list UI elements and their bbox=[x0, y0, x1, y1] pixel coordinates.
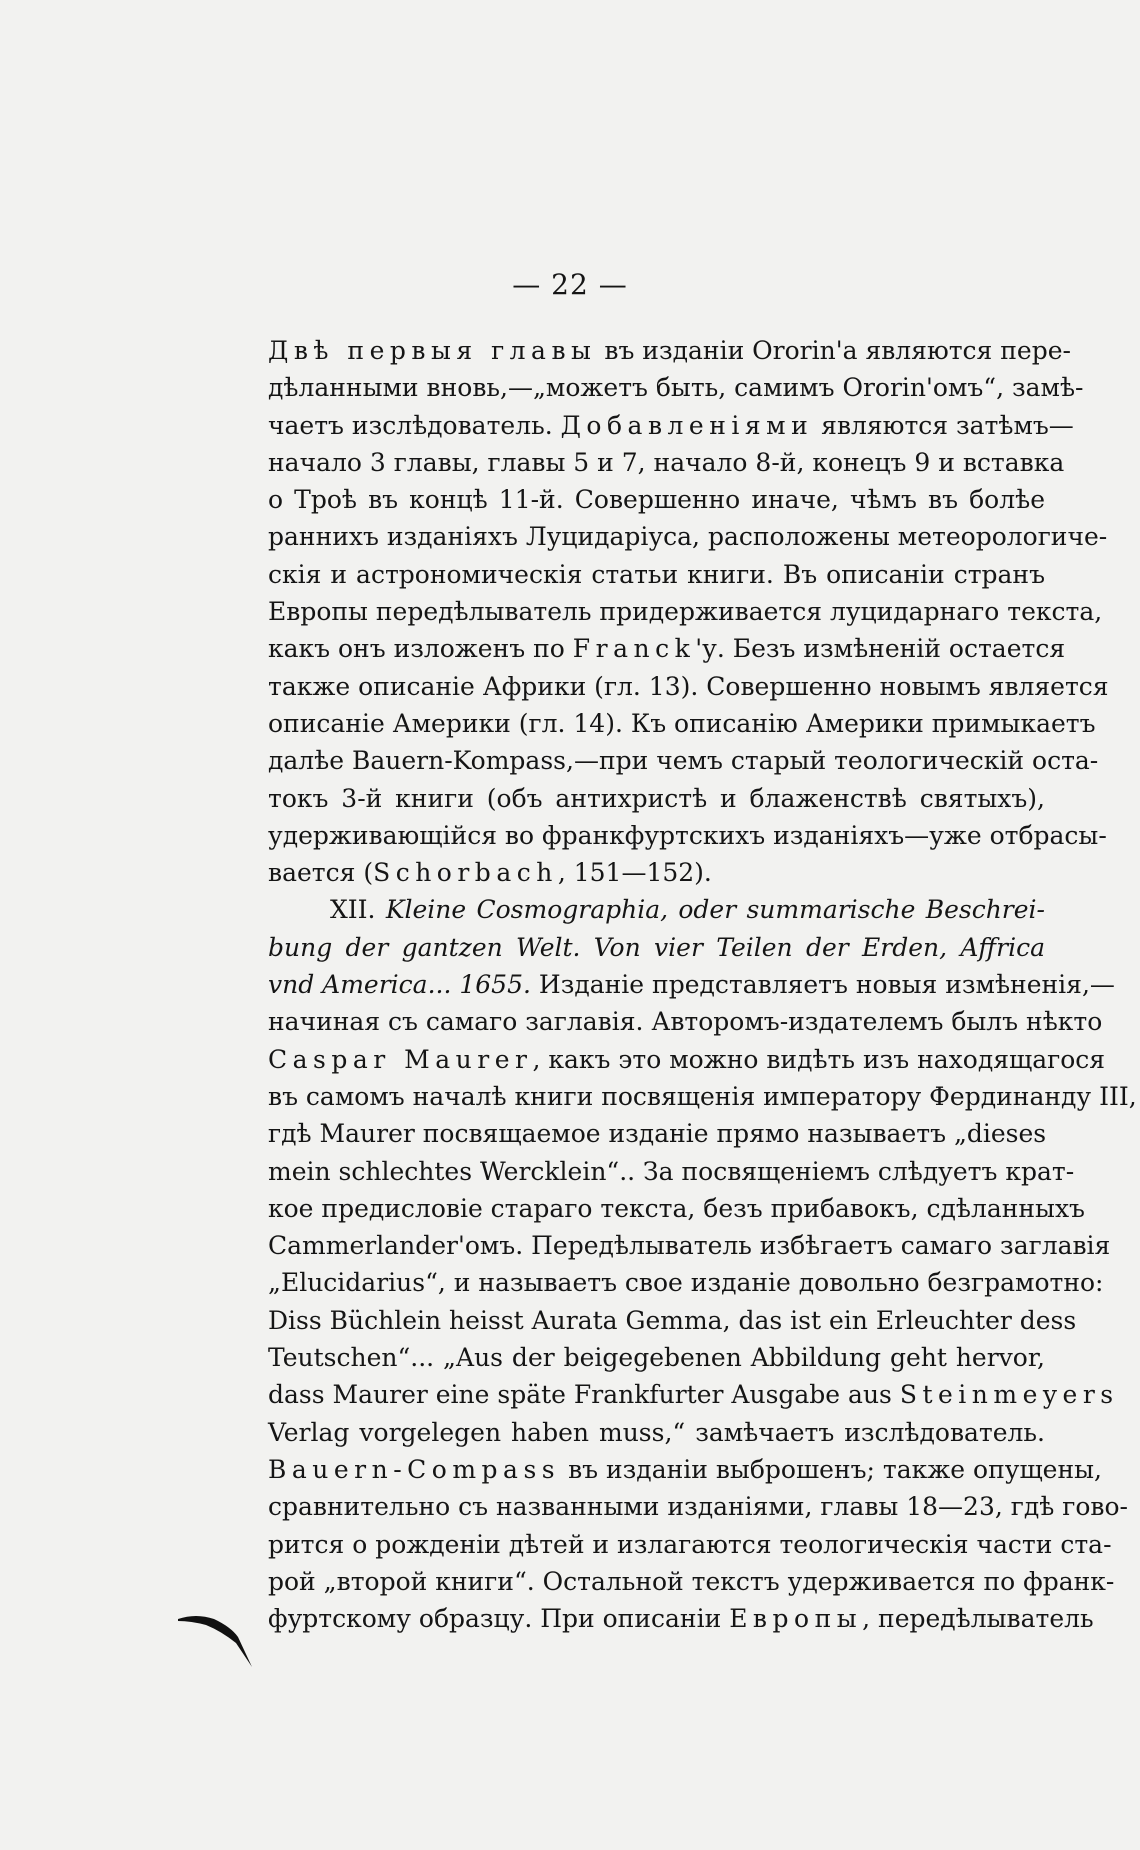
text-segment: Cammerlander'омъ. Передѣлыватель избѣгаетъ самаго заглавія bbox=[268, 1231, 1111, 1261]
text-segment: Изданіе представляетъ новыя измѣненія,— bbox=[530, 970, 1115, 1000]
text-segment: въ изданіи выброшенъ; также опущены, bbox=[560, 1454, 1102, 1484]
text-segment: , какъ это можно видѣть изъ находящагося bbox=[532, 1044, 1106, 1074]
text-segment: mein schlechtes Wercklein“.. За посвященіемъ слѣдуетъ крат- bbox=[268, 1156, 1075, 1186]
text-segment: начиная съ самаго заглавія. Авторомъ-издателемъ былъ нѣкто bbox=[268, 1007, 1103, 1037]
text-segment: Diss Büchlein heisst Aurata Gemma, das ist ein Erleuchter dess bbox=[268, 1305, 1077, 1335]
spaced-text: Franck bbox=[572, 634, 696, 664]
text-segment: рой „второй книги“. Остальной текстъ удерживается по франк- bbox=[268, 1566, 1115, 1596]
text-segment: въ изданіи Ororin'а являются пере- bbox=[596, 336, 1071, 365]
text-segment: „Elucidarius“, и называетъ свое изданіе довольно безграмотно: bbox=[268, 1268, 1104, 1298]
text-line bbox=[268, 407, 1074, 444]
text-segment: рится о рожденіи дѣтей и излагаются теологическія части ста- bbox=[268, 1529, 1112, 1559]
text-segment: далѣе Bauern-Kompass,—при чемъ старый теологическій оста- bbox=[268, 746, 1099, 776]
text-line bbox=[268, 1563, 1115, 1600]
spaced-text: Европы bbox=[729, 1604, 863, 1634]
text-line bbox=[268, 1041, 1106, 1078]
text-segment: , передѣлыватель bbox=[862, 1604, 1094, 1634]
text-segment: кое предисловіе стараго текста, безъ прибавокъ, сдѣланныхъ bbox=[268, 1193, 1085, 1223]
spaced-text: Schorbach bbox=[373, 858, 558, 888]
text-line bbox=[268, 1451, 1102, 1488]
text-line bbox=[268, 1115, 1045, 1152]
text-line bbox=[268, 854, 1045, 891]
text-segment: также описаніе Африки (гл. 13). Совершенно новымъ является bbox=[268, 671, 1109, 701]
text-segment: скія и астрономическія статьи книги. Въ описаніи странъ bbox=[268, 559, 1045, 589]
italic-text: vnd America... 1655. bbox=[268, 970, 531, 1000]
text-segment: начало 3 главы, главы 5 и 7, начало 8-й, конецъ 9 и вставка bbox=[268, 447, 1065, 477]
body-text bbox=[268, 332, 1137, 1637]
text-segment: Verlag vorgelegen haben muss,“ замѣчаетъ изслѣдователь. bbox=[268, 1417, 1045, 1447]
text-line bbox=[268, 817, 1107, 854]
text-line bbox=[268, 1302, 1077, 1339]
text-line bbox=[268, 481, 1045, 518]
text-segment: фуртскому образцу. При описаніи bbox=[268, 1604, 730, 1634]
text-segment: XII. bbox=[330, 895, 386, 925]
text-line bbox=[268, 705, 1096, 742]
text-line bbox=[268, 444, 1065, 481]
text-segment: чаетъ изслѣдователь. bbox=[268, 410, 561, 440]
spaced-text: Caspar Maurer bbox=[268, 1044, 533, 1074]
text-line bbox=[268, 1600, 1094, 1637]
text-segment: дѣланными вновь,—„можетъ быть, самимъ Ororin'омъ“, замѣ- bbox=[268, 373, 1084, 403]
text-segment: о Троѣ въ концѣ 11-й. Совершенно иначе, чѣмъ въ болѣе bbox=[268, 485, 1045, 515]
text-line bbox=[268, 929, 1045, 966]
text-segment: раннихъ изданіяхъ Луцидаріуса, расположены метеорологиче- bbox=[268, 522, 1108, 552]
text-line bbox=[268, 1376, 1119, 1413]
text-segment: токъ 3-й книги (объ антихристѣ и блаженствѣ святыхъ), bbox=[268, 783, 1045, 813]
page-number: — 22 — bbox=[512, 268, 628, 301]
text-line bbox=[268, 332, 1071, 369]
text-line bbox=[268, 1190, 1085, 1227]
text-line bbox=[268, 1078, 1137, 1115]
text-line bbox=[268, 1153, 1075, 1190]
spaced-text: Двѣ первыя главы bbox=[268, 336, 597, 365]
text-line bbox=[268, 891, 1045, 928]
text-segment: dass Maurer eine späte Frankfurter Ausgabe aus bbox=[268, 1380, 900, 1410]
text-segment: 'у. Безъ измѣненій остается bbox=[695, 634, 1066, 664]
text-line bbox=[268, 1264, 1104, 1301]
text-segment: являются затѣмъ— bbox=[813, 410, 1074, 440]
spaced-text: Добавленіями bbox=[560, 410, 814, 440]
text-line bbox=[268, 630, 1066, 667]
text-segment: въ самомъ началѣ книги посвященія императору Фердинанду III, bbox=[268, 1081, 1137, 1111]
text-line bbox=[268, 1488, 1128, 1525]
spaced-text: Steinmeyers bbox=[899, 1380, 1119, 1410]
text-segment: вается ( bbox=[268, 858, 374, 888]
text-line bbox=[268, 518, 1108, 555]
spaced-text: Bauern-Compass bbox=[268, 1454, 561, 1484]
italic-text: bung der gantzen Welt. Von vier Teilen der Erden, Affrica bbox=[268, 932, 1045, 962]
text-line bbox=[268, 593, 1103, 630]
text-segment: удерживающійся во франкфуртскихъ изданіяхъ—уже отбрасы- bbox=[268, 820, 1107, 850]
ink-mark bbox=[176, 1609, 254, 1669]
text-segment: какъ онъ изложенъ по bbox=[268, 634, 573, 664]
text-segment: Европы передѣлыватель придерживается луцидарнаго текста, bbox=[268, 597, 1103, 627]
text-line bbox=[268, 1414, 1045, 1451]
text-line bbox=[268, 1003, 1103, 1040]
text-line bbox=[268, 742, 1099, 779]
text-segment: гдѣ Maurer посвящаемое изданіе прямо называетъ „dieses bbox=[268, 1119, 1047, 1149]
text-segment: описаніе Америки (гл. 14). Къ описанію Америки примыкаетъ bbox=[268, 708, 1096, 738]
text-segment: , 151—152). bbox=[557, 858, 712, 888]
text-line bbox=[268, 966, 1115, 1003]
text-segment: сравнительно съ названными изданіями, главы 18—23, гдѣ гово- bbox=[268, 1492, 1128, 1522]
text-line bbox=[268, 668, 1109, 705]
text-line bbox=[268, 1339, 1045, 1376]
text-line bbox=[268, 780, 1045, 817]
text-segment: Teutschen“... „Aus der beigegebenen Abbildung geht hervor, bbox=[268, 1343, 1045, 1373]
italic-text: Kleine Cosmographia, oder summarische Beschrei- bbox=[385, 895, 1045, 925]
text-line bbox=[268, 556, 1045, 593]
text-line bbox=[268, 1227, 1111, 1264]
text-line bbox=[268, 369, 1084, 406]
text-line bbox=[268, 1526, 1112, 1563]
